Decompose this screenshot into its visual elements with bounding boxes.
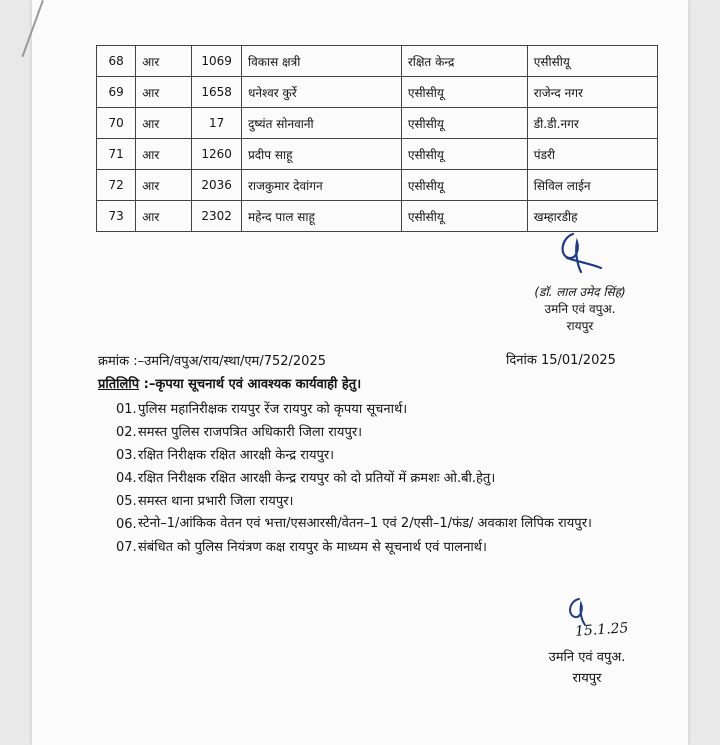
signatory-designation: उमनि एवं वपुअ.	[544, 302, 616, 316]
list-item-text: रक्षित निरीक्षक रक्षित आरक्षी केन्द्र रायपुर को दो प्रतियों में क्रमशः ओ.बी.हेतु।	[138, 471, 496, 486]
list-item	[116, 421, 656, 444]
signatory-name: (डॉ. लाल उमेद सिंह)	[534, 285, 626, 299]
to-unit-cell: पंडरी	[527, 139, 657, 170]
copy-heading	[98, 374, 361, 392]
list-item-number: 07.	[116, 540, 137, 555]
serial-number-cell: 72	[97, 170, 136, 201]
table-row	[97, 46, 658, 77]
badge-number-cell: 1658	[192, 77, 242, 108]
list-item	[116, 398, 656, 421]
serial-number-cell: 73	[97, 201, 136, 232]
list-item-number: 06.	[116, 517, 137, 532]
name-cell: धनेश्वर कुर्रे	[241, 77, 401, 108]
to-unit-cell: सिविल लाईन	[527, 170, 657, 201]
signatory-block	[500, 284, 660, 335]
list-item-number: 03.	[116, 448, 137, 463]
name-cell: महेन्द पाल साहू	[241, 201, 401, 232]
rank-cell: आर	[136, 108, 192, 139]
name-cell: प्रदीप साहू	[241, 139, 401, 170]
serial-number-cell: 69	[97, 77, 136, 108]
copy-text: :–कृपया सूचनार्थ एवं आवश्यक कार्यवाही हेतु।	[139, 377, 362, 392]
list-item-number: 04.	[116, 471, 137, 486]
table-row	[97, 170, 658, 201]
list-item-number: 02.	[116, 425, 137, 440]
transfer-table	[96, 45, 658, 232]
signatory-place-2: रायपुर	[572, 671, 602, 686]
signatory-designation-2: उमनि एवं वपुअ.	[548, 650, 626, 665]
from-unit-cell: एसीसीयू	[401, 108, 527, 139]
name-cell: राजकुमार देवांगन	[241, 170, 401, 201]
signatory-block-2	[522, 647, 652, 689]
list-item-number: 01.	[116, 402, 137, 417]
to-unit-cell: एसीसीयू	[527, 46, 657, 77]
badge-number-cell: 1260	[192, 139, 242, 170]
signatory-place: रायपुर	[566, 319, 594, 333]
copy-label: प्रतिलिपि	[98, 377, 140, 392]
to-unit-cell: खम्हारडीह	[527, 201, 657, 232]
to-unit-cell: राजेन्द नगर	[527, 77, 657, 108]
list-item-text: पुलिस महानिरीक्षक रायपुर रेंज रायपुर को कृपया सूचनार्थ।	[138, 402, 408, 417]
serial-number-cell: 70	[97, 108, 136, 139]
table-row	[97, 201, 658, 232]
reference-number: क्रमांक :–उमनि/वपुअ/राय/स्था/एम/752/2025	[98, 354, 326, 369]
rank-cell: आर	[136, 139, 192, 170]
from-unit-cell: एसीसीयू	[401, 170, 527, 201]
from-unit-cell: एसीसीयू	[401, 77, 527, 108]
from-unit-cell: एसीसीयू	[401, 201, 527, 232]
rank-cell: आर	[136, 201, 192, 232]
list-item-text: समस्त पुलिस राजपत्रित अधिकारी जिला रायपुर।	[138, 425, 363, 440]
table-row	[97, 108, 658, 139]
list-item-text: समस्त थाना प्रभारी जिला रायपुर।	[138, 494, 294, 509]
from-unit-cell: रक्षित केन्द्र	[401, 46, 527, 77]
serial-number-cell: 68	[97, 46, 136, 77]
to-unit-cell: डी.डी.नगर	[527, 108, 657, 139]
list-item-number: 05.	[116, 494, 137, 509]
reference-date: दिनांक 15/01/2025	[506, 353, 616, 368]
badge-number-cell: 17	[192, 108, 242, 139]
table-row	[97, 139, 658, 170]
table-row	[97, 77, 658, 108]
from-unit-cell: एसीसीयू	[401, 139, 527, 170]
badge-number-cell: 2302	[192, 201, 242, 232]
list-item-text: स्टेनो–1/आंकिक वेतन एवं भत्ता/एसआरसी/वेतन–1 एवं 2/एसी–1/फंड/ अवकाश लिपिक रायपुर।	[138, 516, 592, 531]
list-item-text: रक्षित निरीक्षक रक्षित आरक्षी केन्द्र रायपुर।	[138, 448, 335, 463]
list-item	[116, 536, 656, 559]
badge-number-cell: 2036	[192, 170, 242, 201]
transfer-table-body	[97, 46, 658, 232]
list-item	[116, 513, 656, 536]
rank-cell: आर	[136, 170, 192, 201]
signature-date: 15.1.25	[574, 620, 629, 640]
list-item	[116, 467, 656, 490]
list-item	[116, 444, 656, 467]
distribution-list	[116, 398, 656, 559]
signature-mark	[553, 228, 605, 276]
badge-number-cell: 1069	[192, 46, 242, 77]
list-item-text: संबंधित को पुलिस नियंत्रण कक्ष रायपुर के माध्यम से सूचनार्थ एवं पालनार्थ।	[138, 540, 487, 555]
name-cell: विकास क्षत्री	[241, 46, 401, 77]
name-cell: दुष्यंत सोनवानी	[241, 108, 401, 139]
rank-cell: आर	[136, 46, 192, 77]
list-item	[116, 490, 656, 513]
rank-cell: आर	[136, 77, 192, 108]
serial-number-cell: 71	[97, 139, 136, 170]
